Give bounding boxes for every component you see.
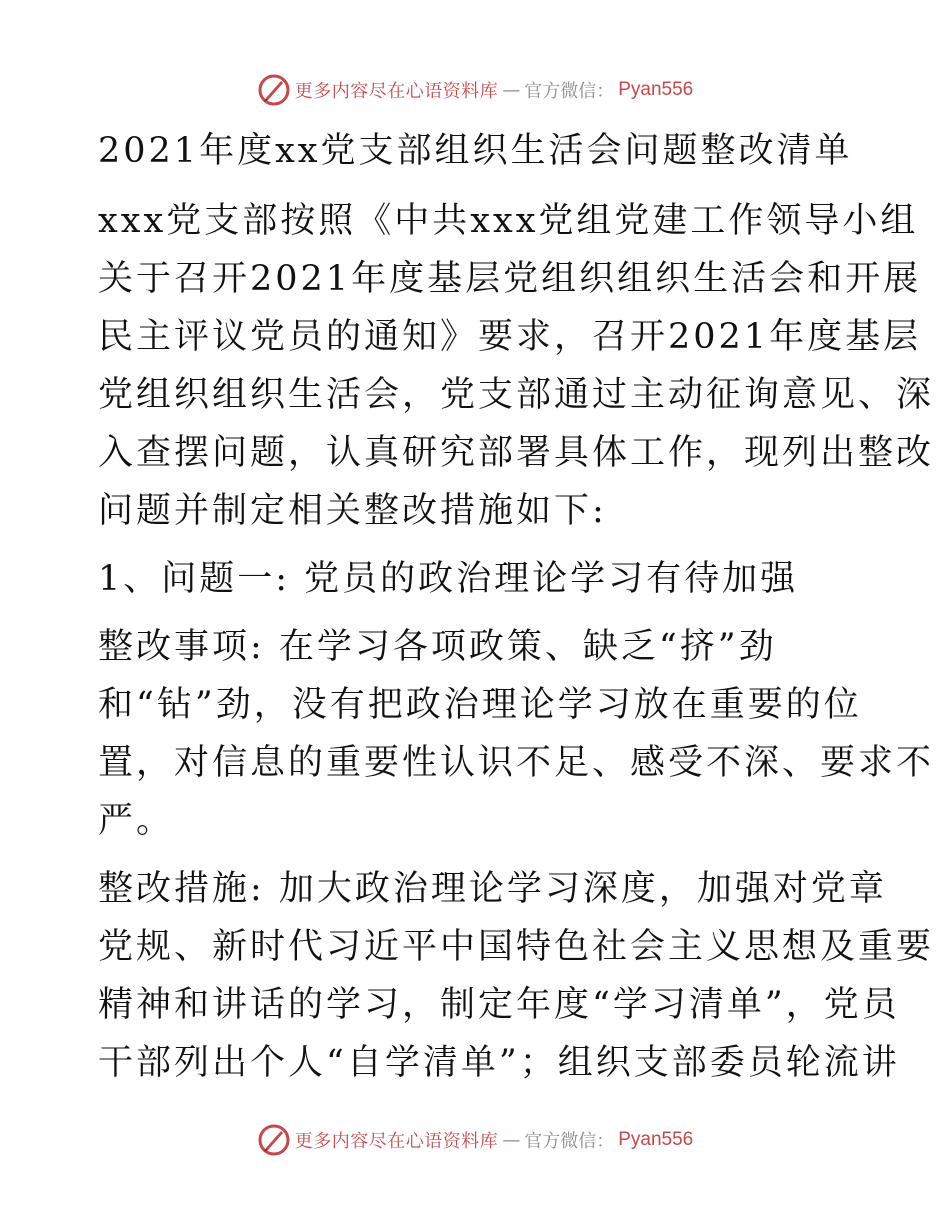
text-line: 党规、新时代习近平中国特色社会主义思想及重要 (98, 927, 935, 967)
text-line: 整改措施: 加大政治理论学习深度，加强对党章 (98, 869, 887, 909)
paragraph-gap (98, 540, 858, 550)
quill-pen-logo-icon (257, 1123, 291, 1157)
text-line: 和“钻”劲，没有把政治理论学习放在重要的位 (98, 685, 862, 725)
document-title: 2021年度xx党支部组织生活会问题整改清单 (98, 131, 853, 171)
banner-wechat-label: 官方微信： (524, 81, 615, 102)
banner-wechat-id: Pyan556 (618, 79, 694, 100)
paragraph-gap (98, 850, 858, 860)
banner-content (257, 73, 694, 107)
header-watermark-banner (0, 70, 950, 110)
banner-separator: — (502, 1129, 521, 1151)
text-line: 问题并制定相关整改措施如下: (98, 491, 607, 531)
paragraph-gap (98, 608, 858, 618)
text-line: 严。 (98, 801, 175, 841)
document-body (98, 122, 935, 1092)
text-line: 精神和讲话的学习，制定年度“学习清单”，党员 (98, 985, 900, 1025)
banner-wechat-label: 官方微信： (524, 1131, 615, 1152)
matters-paragraph (98, 618, 935, 850)
quill-pen-logo-icon (257, 73, 291, 107)
measures-paragraph (98, 860, 935, 1092)
text-line: 干部列出个人“自学清单”；组织支部委员轮流讲 (98, 1043, 900, 1083)
banner-separator: — (502, 79, 521, 101)
banner-content (257, 1123, 694, 1157)
intro-paragraph (98, 192, 935, 540)
item-heading: 1、问题一: 党员的政治理论学习有待加强 (98, 559, 799, 599)
text-line: 关于召开2021年度基层党组织组织生活会和开展 (98, 259, 922, 299)
text-line: 入查摆问题，认真研究部署具体工作，现列出整改 (98, 433, 935, 473)
text-line: 整改事项: 在学习各项政策、缺乏“挤”劲 (98, 627, 777, 667)
banner-wechat-id: Pyan556 (618, 1129, 694, 1150)
footer-watermark-banner (0, 1120, 950, 1160)
text-line: 民主评议党员的通知》要求，召开2021年度基层 (98, 317, 922, 357)
text-line: 党组织组织生活会，党支部通过主动征询意见、深 (98, 375, 935, 415)
banner-slogan: 更多内容尽在心语资料库 (294, 1131, 499, 1152)
text-line: xxx党支部按照《中共xxx党组党建工作领导小组 (98, 201, 919, 241)
text-line: 置，对信息的重要性认识不足、感受不深、要求不 (98, 743, 935, 783)
banner-slogan: 更多内容尽在心语资料库 (294, 81, 499, 102)
